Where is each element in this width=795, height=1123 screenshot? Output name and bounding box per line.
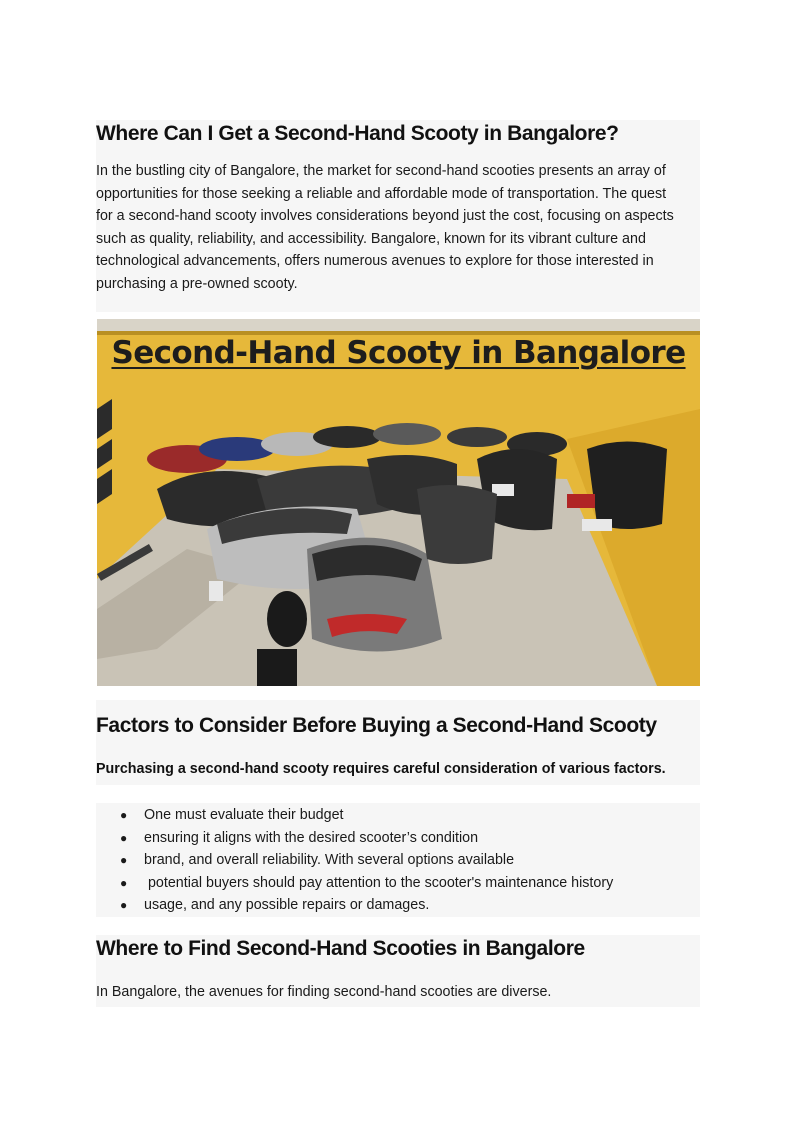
list-item-text: One must evaluate their budget bbox=[144, 807, 344, 823]
bullet-icon: ● bbox=[120, 898, 128, 912]
section-where-to-find bbox=[96, 935, 700, 1007]
where-paragraph: In Bangalore, the avenues for finding second-hand scooties are diverse. bbox=[96, 984, 552, 1000]
list-item bbox=[96, 894, 700, 917]
bullet-icon: ● bbox=[120, 853, 128, 867]
section-heading: Where to Find Second-Hand Scooties in Bangalore bbox=[96, 937, 585, 960]
list-item bbox=[96, 804, 700, 827]
scooter-parking-illustration bbox=[97, 319, 700, 686]
paragraph-line: such as quality, reliability, and accessibility. Bangalore, known for its vibrant culture and bbox=[96, 230, 646, 247]
section-intro bbox=[96, 120, 700, 312]
factors-intro: Purchasing a second-hand scooty requires careful consideration of various factors. bbox=[96, 761, 666, 777]
paragraph-line: technological advancements, offers numerous avenues to explore for those interested in bbox=[96, 253, 654, 269]
paragraph-line: for a second-hand scooty involves considerations beyond just the cost, focusing on aspects bbox=[96, 208, 674, 224]
section-factors bbox=[96, 700, 700, 785]
list-item-text: usage, and any possible repairs or damages. bbox=[144, 897, 430, 913]
paragraph-line: purchasing a pre-owned scooty. bbox=[96, 275, 298, 292]
bullet-list bbox=[96, 803, 700, 917]
paragraph-line: In the bustling city of Bangalore, the market for second-hand scooties presents an array of bbox=[96, 163, 666, 179]
hero-image bbox=[97, 319, 700, 686]
paragraph-line: opportunities for those seeking a reliable and affordable mode of transportation. The quest bbox=[96, 185, 667, 202]
factors-list bbox=[96, 803, 700, 917]
bullet-icon: ● bbox=[120, 808, 128, 822]
section-heading: Factors to Consider Before Buying a Second-Hand Scooty bbox=[96, 714, 657, 737]
intro-paragraph bbox=[96, 160, 700, 295]
list-item bbox=[96, 849, 700, 872]
bullet-icon: ● bbox=[120, 830, 128, 845]
list-item-text: ensuring it aligns with the desired scooter’s condition bbox=[144, 829, 479, 846]
section-heading: Where Can I Get a Second-Hand Scooty in Bangalore? bbox=[96, 122, 619, 145]
hero-title: Second-Hand Scooty in Bangalore bbox=[111, 335, 686, 371]
list-item bbox=[96, 872, 700, 895]
list-item-text: potential buyers should pay attention to the scooter's maintenance history bbox=[144, 874, 614, 891]
bullet-icon: ● bbox=[120, 875, 128, 890]
list-item-text: brand, and overall reliability. With several options available bbox=[144, 852, 515, 868]
list-item bbox=[96, 827, 700, 850]
